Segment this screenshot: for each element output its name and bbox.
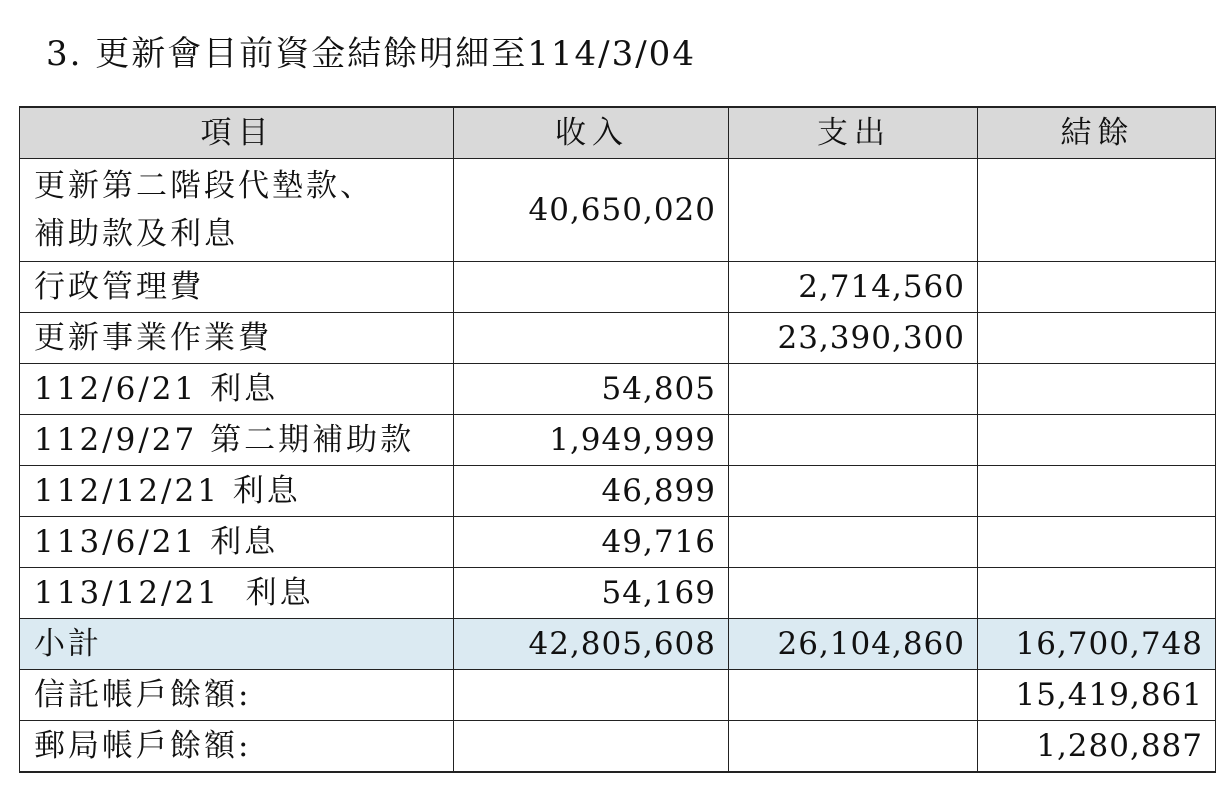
row-item <box>20 159 454 262</box>
subtotal-income: 42,805,608 <box>454 619 729 670</box>
row-balance <box>978 313 1216 364</box>
row-item: 113/12/21 利息 <box>20 568 454 619</box>
header-item: 項目 <box>20 107 454 159</box>
row-item: 112/9/27 第二期補助款 <box>20 415 454 466</box>
subtotal-expense: 26,104,860 <box>729 619 978 670</box>
table-row <box>20 517 1216 568</box>
row-balance <box>978 262 1216 313</box>
header-expense: 支出 <box>729 107 978 159</box>
table-row <box>20 466 1216 517</box>
row-expense: 23,390,300 <box>729 313 978 364</box>
row-income: 46,899 <box>454 466 729 517</box>
row-balance <box>978 517 1216 568</box>
row-expense <box>729 568 978 619</box>
row-expense <box>729 364 978 415</box>
row-income: 49,716 <box>454 517 729 568</box>
table-row <box>20 159 1216 262</box>
row-item: 更新事業作業費 <box>20 313 454 364</box>
row-income <box>454 262 729 313</box>
table-row <box>20 262 1216 313</box>
subtotal-row <box>20 619 1216 670</box>
table-row <box>20 313 1216 364</box>
account-balance: 1,280,887 <box>978 721 1216 773</box>
row-income <box>454 313 729 364</box>
row-item: 112/6/21 利息 <box>20 364 454 415</box>
row-item: 行政管理費 <box>20 262 454 313</box>
row-income: 54,805 <box>454 364 729 415</box>
table-row <box>20 364 1216 415</box>
account-income <box>454 670 729 721</box>
row-expense <box>729 517 978 568</box>
row-expense: 2,714,560 <box>729 262 978 313</box>
subtotal-balance: 16,700,748 <box>978 619 1216 670</box>
subtotal-label: 小計 <box>20 619 454 670</box>
row-item-line1: 更新第二階段代墊款、 <box>34 168 374 204</box>
row-expense <box>729 159 978 262</box>
row-income: 40,650,020 <box>454 159 729 262</box>
row-item: 112/12/21 利息 <box>20 466 454 517</box>
header-balance: 結餘 <box>978 107 1216 159</box>
table-header-row <box>20 107 1216 159</box>
row-balance <box>978 159 1216 262</box>
fund-balance-table <box>19 106 1216 773</box>
row-expense <box>729 466 978 517</box>
row-income: 1,949,999 <box>454 415 729 466</box>
table-row <box>20 415 1216 466</box>
row-item-line2: 補助款及利息 <box>34 216 238 252</box>
row-balance <box>978 568 1216 619</box>
account-expense <box>729 670 978 721</box>
table-row <box>20 568 1216 619</box>
row-balance <box>978 466 1216 517</box>
row-item: 113/6/21 利息 <box>20 517 454 568</box>
row-income: 54,169 <box>454 568 729 619</box>
account-row-post <box>20 721 1216 773</box>
account-label: 郵局帳戶餘額: <box>20 721 454 773</box>
row-balance <box>978 415 1216 466</box>
account-row-trust <box>20 670 1216 721</box>
row-balance <box>978 364 1216 415</box>
account-income <box>454 721 729 773</box>
header-income: 收入 <box>454 107 729 159</box>
account-balance: 15,419,861 <box>978 670 1216 721</box>
account-label: 信託帳戶餘額: <box>20 670 454 721</box>
page-title: 3. 更新會目前資金結餘明細至114/3/04 <box>46 34 696 74</box>
account-expense <box>729 721 978 773</box>
row-expense <box>729 415 978 466</box>
